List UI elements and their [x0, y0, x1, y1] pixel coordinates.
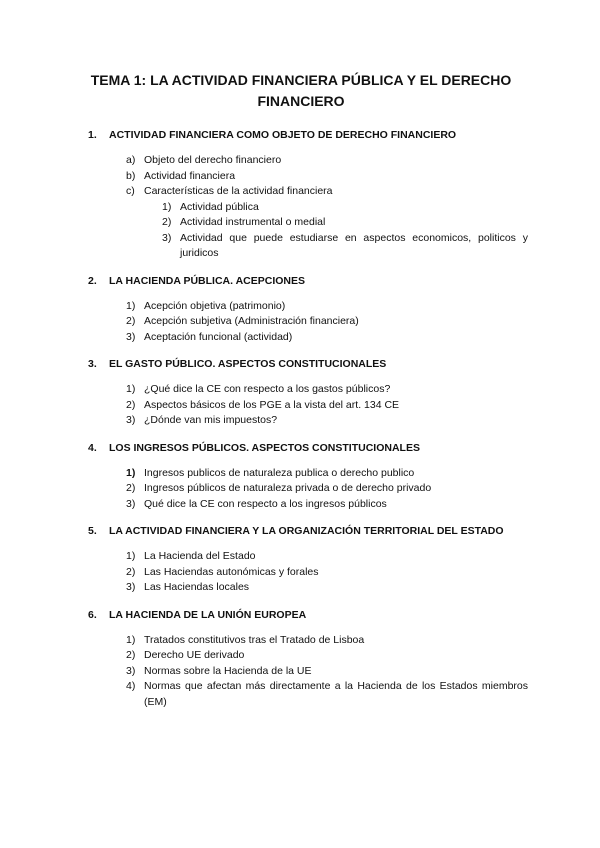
section-title: LOS INGRESOS PÚBLICOS. ASPECTOS CONSTITUCIONALES — [109, 441, 420, 454]
section-title: LA ACTIVIDAD FINANCIERA Y LA ORGANIZACIÓN TERRITORIAL DEL ESTADO — [109, 525, 504, 537]
item-marker: 1) — [162, 200, 172, 213]
list-item — [126, 664, 528, 680]
item-marker: 2) — [126, 398, 136, 411]
item-text: Acepción objetiva (patrimonio) — [144, 299, 286, 312]
item-text: Las Haciendas autonómicas y forales — [144, 565, 319, 578]
item-marker: b) — [126, 169, 136, 182]
item-marker: 3) — [126, 664, 136, 677]
section-1 — [88, 128, 528, 262]
item-marker: 1) — [126, 299, 136, 312]
section-heading — [88, 357, 528, 371]
item-text: Actividad que puede estudiarse en aspectos economicos, politicos y juridicos — [180, 231, 528, 259]
item-marker: 1) — [126, 383, 136, 395]
item-marker: 3) — [126, 581, 136, 593]
section-5 — [88, 524, 528, 596]
section-number: 2. — [88, 274, 97, 287]
item-text: Las Haciendas locales — [144, 581, 250, 593]
item-marker: 3) — [162, 231, 172, 244]
item-text: Aceptación funcional (actividad) — [144, 330, 293, 343]
section-heading — [88, 274, 528, 288]
item-text: Tratados constitutivos tras el Tratado de Lisboa — [144, 633, 365, 646]
item-list — [88, 466, 528, 513]
item-marker: 2) — [162, 216, 172, 228]
list-item — [126, 299, 528, 315]
list-item — [126, 169, 528, 185]
item-marker: 4) — [126, 680, 136, 692]
item-text: Características de la actividad financiera — [144, 185, 333, 197]
item-marker: 1) — [126, 550, 136, 562]
list-item — [126, 398, 528, 414]
item-marker: 1) — [126, 633, 136, 646]
item-text: Normas que afectan más directamente a la Hacienda de los Estados miembros (EM) — [144, 680, 528, 708]
document-title: TEMA 1: LA ACTIVIDAD FINANCIERA PÚBLICA Y EL DERECHO FINANCIERO — [90, 72, 512, 109]
section-heading — [88, 608, 528, 622]
item-text: Objeto del derecho financiero — [144, 154, 282, 166]
section-title: LA HACIENDA PÚBLICA. ACEPCIONES — [109, 274, 306, 287]
item-text: Ingresos publicos de naturaleza publica o derecho publico — [144, 466, 415, 479]
list-item — [126, 466, 528, 482]
item-text: La Hacienda del Estado — [144, 550, 256, 562]
item-text: Acepción subjetiva (Administración financiera) — [144, 315, 359, 327]
sub-list-item — [162, 231, 528, 262]
item-marker: 3) — [126, 414, 136, 426]
list-item — [126, 580, 528, 596]
item-list — [88, 549, 528, 596]
section-number: 6. — [88, 608, 97, 621]
section-number: 5. — [88, 525, 97, 537]
section-4 — [88, 441, 528, 513]
item-text: Actividad pública — [180, 200, 259, 213]
section-title: LA HACIENDA DE LA UNIÓN EUROPEA — [109, 608, 307, 621]
item-text: Ingresos públicos de naturaleza privada o de derecho privado — [144, 482, 432, 494]
section-number: 3. — [88, 358, 97, 370]
section-6 — [88, 608, 528, 711]
item-text: Actividad instrumental o medial — [180, 216, 326, 228]
item-marker: 1) — [126, 466, 136, 479]
list-item — [126, 382, 528, 398]
item-text: ¿Dónde van mis impuestos? — [144, 414, 278, 426]
item-marker: 3) — [126, 330, 136, 343]
section-heading — [88, 441, 528, 455]
item-list — [88, 299, 528, 346]
section-2 — [88, 274, 528, 346]
list-item — [126, 413, 528, 429]
list-item — [126, 330, 528, 346]
item-text: Derecho UE derivado — [144, 649, 245, 661]
list-item — [126, 648, 528, 664]
section-title: ACTIVIDAD FINANCIERA COMO OBJETO DE DERECHO FINANCIERO — [109, 129, 457, 141]
item-list — [88, 633, 528, 711]
item-marker: 2) — [126, 565, 136, 578]
item-text: Aspectos básicos de los PGE a la vista del art. 134 CE — [144, 398, 400, 411]
list-item — [126, 633, 528, 649]
list-item — [126, 549, 528, 565]
section-heading — [88, 524, 528, 538]
section-number: 1. — [88, 129, 97, 141]
list-item — [126, 565, 528, 581]
section-title: EL GASTO PÚBLICO. ASPECTOS CONSTITUCIONALES — [109, 358, 387, 370]
item-text: Qué dice la CE con respecto a los ingresos públicos — [144, 497, 387, 510]
item-text: Normas sobre la Hacienda de la UE — [144, 664, 312, 677]
item-marker: 2) — [126, 315, 136, 327]
item-marker: a) — [126, 154, 136, 166]
list-item — [126, 481, 528, 497]
item-marker: 2) — [126, 482, 136, 494]
list-item — [126, 314, 528, 330]
list-item — [126, 679, 528, 710]
sub-list-item — [162, 200, 528, 216]
section-3 — [88, 357, 528, 429]
item-marker: 2) — [126, 649, 136, 661]
item-text: ¿Qué dice la CE con respecto a los gastos públicos? — [144, 383, 391, 395]
item-marker: 3) — [126, 497, 136, 510]
section-number: 4. — [88, 441, 97, 454]
list-item — [126, 184, 528, 200]
item-marker: c) — [126, 185, 135, 197]
item-list — [88, 382, 528, 429]
item-list — [88, 153, 528, 262]
item-text: Actividad financiera — [144, 169, 236, 182]
section-heading — [88, 128, 528, 142]
list-item — [126, 497, 528, 513]
sub-list-item — [162, 215, 528, 231]
list-item — [126, 153, 528, 169]
